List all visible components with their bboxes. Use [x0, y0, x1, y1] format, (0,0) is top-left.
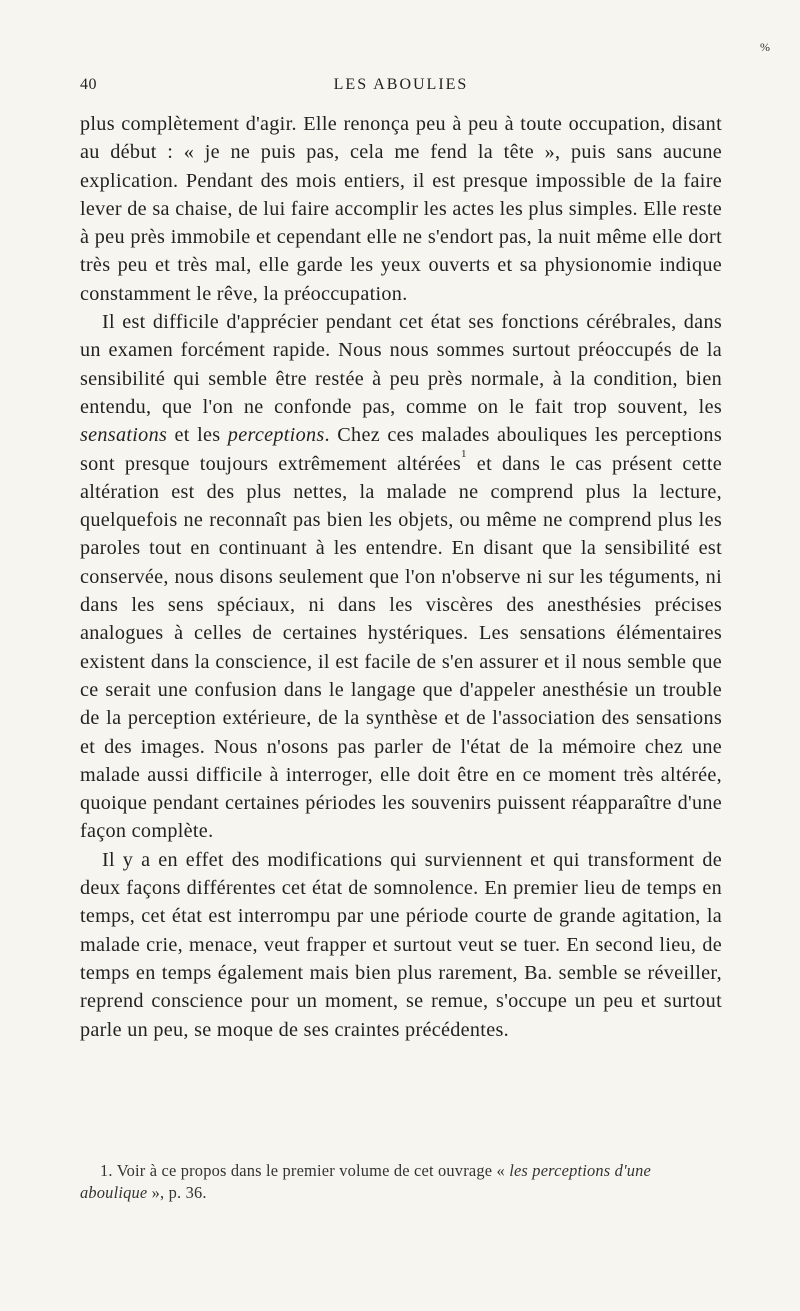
page-number: 40	[80, 76, 97, 93]
running-head: LES ABOULIES	[333, 76, 469, 93]
footnote-text-b: », p. 36.	[147, 1183, 207, 1202]
corner-mark: %	[760, 40, 770, 54]
footnote-title: les perceptions d'une aboulique	[80, 1161, 652, 1202]
body-text	[80, 110, 722, 1044]
paragraph-2	[80, 308, 722, 846]
term-sensations: sensations	[80, 424, 168, 447]
paragraph-2-text-b: et les	[167, 424, 228, 447]
paragraph-1	[80, 110, 722, 308]
page-header	[80, 76, 722, 98]
paragraph-3-text: Il y a en effet des modifications qui surviennent et qui transforment de deux façons différentes cet état de somnolence. En premier lieu de temps en temps, cet état est interrompu par une période courte de grande agitation, la malade crie, menace, veut frapper et surtout veut se tuer. En second lieu, de temps en temps également mais bien plus rarement, Ba. semble se réveiller, reprend conscience pour un moment, se remue, s'occupe un peu et surtout parle un peu, se moque de ses craintes précédentes.	[80, 848, 722, 1041]
paragraph-3	[80, 846, 722, 1044]
paragraph-2-text-c: . Chez ces malades abouliques les perceptions sont presque toujours extrêmement altérées	[80, 424, 722, 475]
term-perceptions: perceptions	[227, 424, 325, 447]
footnote-text-a: 1. Voir à ce propos dans le premier volume de cet ouvrage «	[100, 1161, 510, 1180]
paragraph-1-text: plus complètement d'agir. Elle renonça peu à peu à toute occupation, disant au début : « je ne puis pas, cela me fend la tête », puis sans aucune explication. Pendant des mois entiers, il est presque impossible de la faire lever de sa chaise, de lui faire accomplir les actes les plus simples. Elle reste à peu près immobile et cependant elle ne s'endort pas, la nuit même elle dort très peu et très mal, elle garde les yeux ouverts et sa physionomie indique constamment le rêve, la préoccupation.	[80, 113, 722, 305]
footnote	[80, 1160, 722, 1204]
paragraph-2-text-d: et dans le cas présent cette altération est des plus nettes, la malade ne comprend plus la lecture, quelquefois ne reconnaît pas bien les objets, ou même ne comprend plus les paroles tout en continuant à les entendre. En disant que la sensibilité est conservée, nous disons seulement que l'on n'observe ni sur les téguments, ni dans les sens spéciaux, ni dans les viscères des anesthésies précises analogues à celles de certaines hystériques. Les sensations élémentaires existent dans la conscience, il est facile de s'en assurer et il nous semble que ce serait une confusion dans le langage que d'appeler anesthésie un trouble de la perception extérieure, de la synthèse et de l'association des sensations et des images. Nous n'osons pas parler de l'état de la mémoire chez une malade aussi difficile à interroger, elle doit être en ce moment très altérée, quoique pendant certaines périodes les souvenirs puissent réapparaître d'une façon complète.	[80, 452, 722, 843]
paragraph-2-text-a: Il est difficile d'apprécier pendant cet état ses fonctions cérébrales, dans un examen forcément rapide. Nous nous sommes surtout préoccupés de la sensibilité qui semble être restée à peu près normale, à la condition, bien entendu, que l'on ne confonde pas, comme on le fait trop souvent, les	[80, 311, 722, 418]
footnote-ref: 1	[461, 447, 467, 460]
